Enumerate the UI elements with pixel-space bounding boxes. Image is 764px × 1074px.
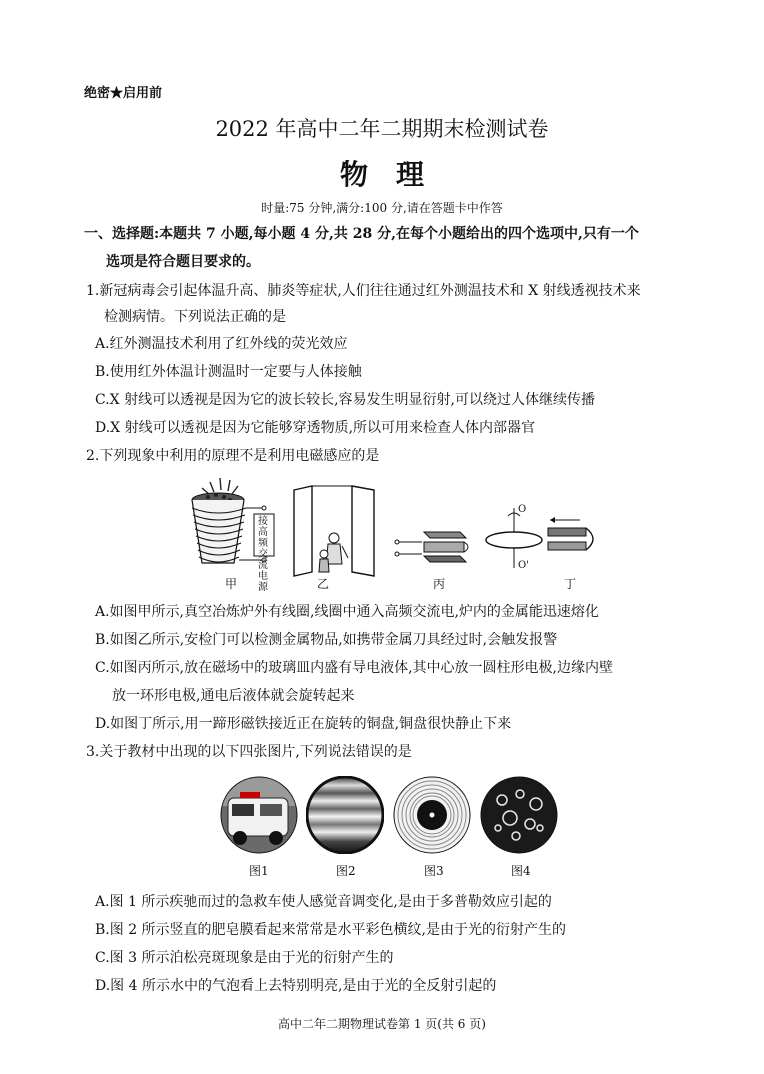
glass-dish-figure	[394, 528, 474, 572]
fig-label-jia: 甲	[225, 577, 238, 591]
axis-label-o-prime: O'	[518, 560, 529, 571]
axis-label-o: O	[518, 504, 527, 515]
q3-option-c: C.图 3 所示泊松亮斑现象是由于光的衍射产生的	[95, 950, 394, 966]
confidential-mark: 绝密★启用前	[84, 86, 163, 101]
q2-option-b: B.如图乙所示,安检门可以检测金属物品,如携带金属刀具经过时,会触发报警	[95, 632, 558, 648]
soap-film-photo	[306, 776, 384, 854]
copper-disk-figure	[484, 506, 604, 572]
time-info: 时量:75 分钟,满分:100 分,请在答题卡中作答	[261, 201, 503, 215]
q1-option-b: B.使用红外体温计测温时一定要与人体接触	[95, 364, 362, 380]
water-bubbles-photo	[480, 776, 558, 854]
section-heading: 一、选择题:本题共 7 小题,每小题 4 分,共 28 分,在每个小题给出的四个选项中,只有一个	[84, 226, 639, 242]
furnace-coil-figure	[180, 478, 290, 578]
q1-stem-cont: 检测病情。下列说法正确的是	[104, 309, 286, 325]
fig-label-3: 图3	[424, 864, 444, 878]
fig-label-ding: 丁	[564, 577, 577, 591]
q1-option-a: A.红外测温技术利用了红外线的荧光效应	[95, 336, 348, 352]
q1-option-c: C.X 射线可以透视是因为它的波长较长,容易发生明显衍射,可以绕过人体继续传播	[95, 392, 595, 408]
q3-option-d: D.图 4 所示水中的气泡看上去特别明亮,是由于光的全反射引起的	[95, 978, 497, 994]
q3-option-a: A.图 1 所示疾驰而过的急救车使人感觉音调变化,是由于多普勒效应引起的	[95, 894, 552, 910]
poisson-spot-photo	[393, 776, 471, 854]
q1-stem: 1.新冠病毒会引起体温升高、肺炎等症状,人们往往通过红外测温技术和 X 射线透视技术来	[86, 283, 641, 299]
q3-option-b: B.图 2 所示竖直的肥皂膜看起来常常是水平彩色横纹,是由于光的衍射产生的	[95, 922, 566, 938]
q2-option-c-cont: 放一环形电极,通电后液体就会旋转起来	[112, 688, 355, 704]
q1-option-d: D.X 射线可以透视是因为它能够穿透物质,所以可用来检查人体内部器官	[95, 420, 536, 436]
fig-label-1: 图1	[249, 864, 269, 878]
fig-label-2: 图2	[336, 864, 356, 878]
security-gate-figure	[290, 484, 380, 580]
q2-option-c: C.如图丙所示,放在磁场中的玻璃皿内盛有导电液体,其中心放一圆柱形电极,边缘内壁	[95, 660, 614, 676]
section-heading-cont: 选项是符合题目要求的。	[106, 254, 260, 270]
ambulance-photo	[220, 776, 298, 854]
q3-stem: 3.关于教材中出现的以下四张图片,下列说法错误的是	[86, 744, 412, 760]
fig-label-bing: 丙	[433, 577, 446, 591]
q2-option-a: A.如图甲所示,真空冶炼炉外有线圈,线圈中通入高频交流电,炉内的金属能迅速熔化	[95, 604, 599, 620]
exam-title: 2022 年高中二年二期期末检测试卷	[215, 117, 549, 141]
q2-stem: 2.下列现象中利用的原理不是利用电磁感应的是	[86, 448, 380, 464]
fig-label-4: 图4	[511, 864, 531, 878]
fig-label-yi: 乙	[317, 577, 330, 591]
subject-title: 物理	[339, 158, 452, 191]
q2-option-d: D.如图丁所示,用一蹄形磁铁接近正在旋转的铜盘,铜盘很快静止下来	[95, 716, 512, 732]
page-footer: 高中二年二期物理试卷第 1 页(共 6 页)	[278, 1017, 486, 1031]
coil-power-label: 接高频交流电源	[258, 516, 268, 593]
